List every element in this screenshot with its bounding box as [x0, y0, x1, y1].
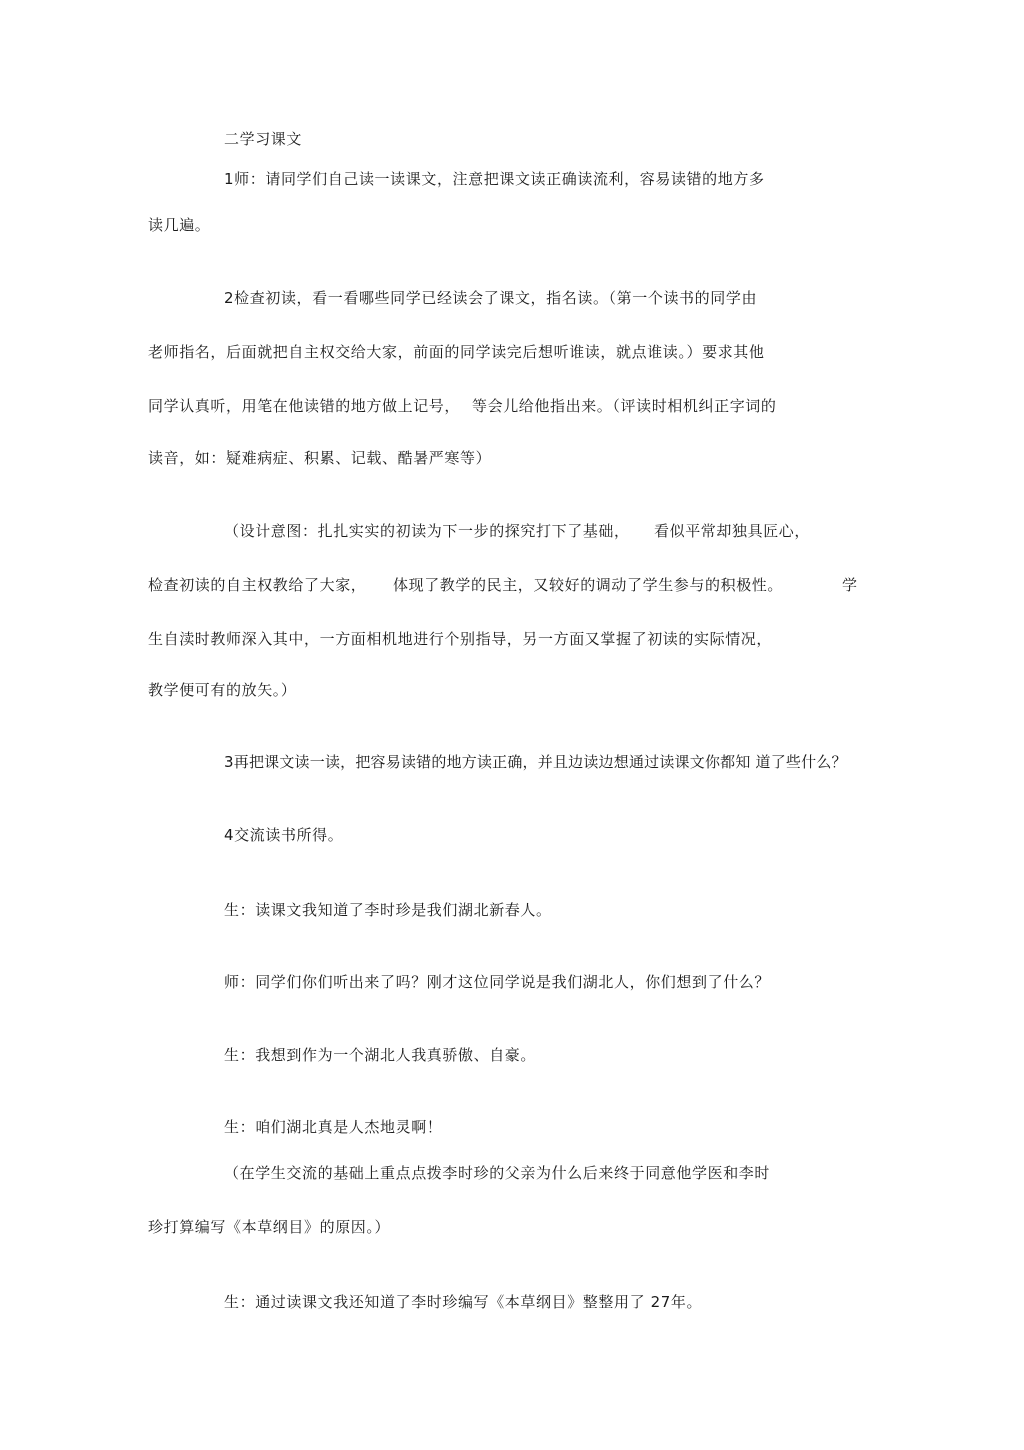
teaching-note-line-1: （在学生交流的基础上重点点拨李时珍的父亲为什么后来终于同意他学医和李时 — [224, 1164, 771, 1182]
design-note-line-3: 生自渎时教师深入其中，一方面相机地进行个别指导，另一方面又掌握了初读的实际情况， — [148, 630, 773, 648]
paragraph-2-line-4: 读音，如：疑难病症、积累、记载、酷暑严寒等） — [148, 449, 492, 467]
design-note-line-2b: 体现了教学的民主，又较好的调动了学生参与的积极性。 — [393, 576, 784, 594]
dialogue-line-3: 生：我想到作为一个湖北人我真骄傲、自豪。 — [224, 1046, 537, 1064]
paragraph-2-line-3a: 同学认真听，用笔在他读错的地方做上记号， — [148, 397, 461, 415]
design-note-line-1b: 看似平常却独具匠心， — [654, 522, 811, 540]
design-note-line-1a: （设计意图：扎扎实实的初读为下一步的探究打下了基础， — [224, 522, 630, 540]
dialogue-line-1: 生：读课文我知道了李时珍是我们湖北新春人。 — [224, 901, 552, 919]
paragraph-1-line-2: 读几遍。 — [148, 216, 211, 234]
paragraph-2-line-1: 2检查初读，看一看哪些同学已经读会了课文，指名读。（第一个读书的同学由 — [224, 289, 758, 307]
section-heading: 二学习课文 — [224, 130, 303, 148]
design-note-line-4: 教学便可有的放矢。） — [148, 681, 297, 699]
dialogue-line-2: 师：同学们你们听出来了吗？刚才这位同学说是我们湖北人，你们想到了什么？ — [224, 973, 771, 991]
paragraph-3: 3再把课文读一读，把容易读错的地方读正确，并且边读边想通过读课文你都知 道了些什么？ — [224, 753, 847, 771]
paragraph-2-line-2: 老师指名，后面就把自主权交给大家，前面的同学读完后想听谁读，就点谁读。）要求其他 — [148, 343, 765, 361]
paragraph-2-line-3b: 等会儿给他指出来。（评读时相机纠正字词的 — [472, 397, 777, 415]
dialogue-line-5: 生：通过读课文我还知道了李时珍编写《本草纲目》整整用了 27年。 — [224, 1293, 703, 1311]
paragraph-4: 4交流读书所得。 — [224, 826, 344, 844]
design-note-line-2a: 检查初读的自主权教给了大家， — [148, 576, 367, 594]
teaching-note-line-2: 珍打算编写《本草纲目》的原因。） — [148, 1218, 391, 1236]
design-note-line-2c: 学 — [842, 576, 858, 594]
dialogue-line-4: 生：咱们湖北真是人杰地灵啊！ — [224, 1118, 443, 1136]
paragraph-1-line-1: 1师：请同学们自己读一读课文，注意把课文读正确读流利，容易读错的地方多 — [224, 170, 765, 188]
